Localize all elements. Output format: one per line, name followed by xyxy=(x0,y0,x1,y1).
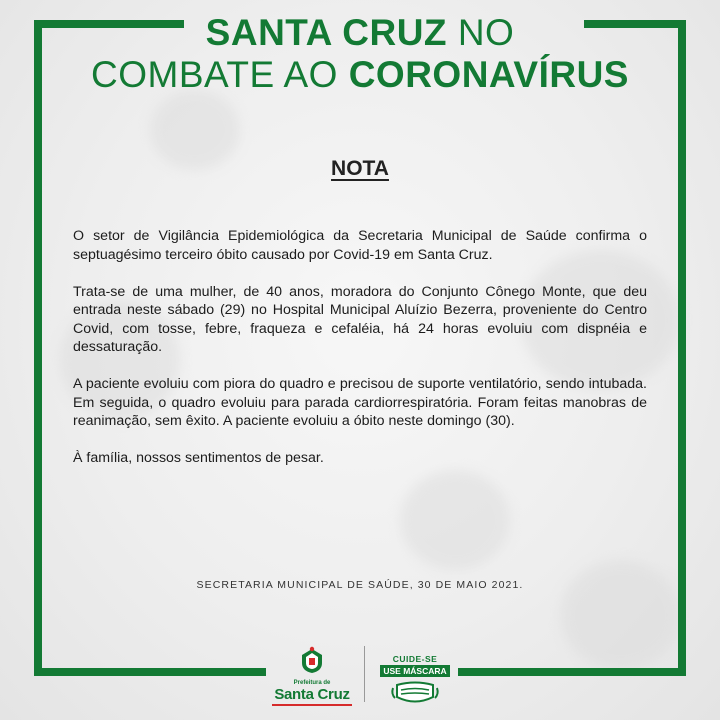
frame-bottom-left xyxy=(34,668,266,676)
logo-city-text: Santa Cruz xyxy=(274,686,350,703)
note-title: NOTA xyxy=(331,157,389,180)
note-body xyxy=(73,227,647,486)
campaign-header xyxy=(0,12,720,96)
note-paragraph: O setor de Vigilância Epidemiológica da Secretaria Municipal de Saúde confirma o septuagésimo terceiro óbito causado por Covid-19 em Santa Cruz. xyxy=(73,228,647,263)
note-paragraph: A paciente evoluiu com piora do quadro e precisou de suporte ventilatório, sendo intubada. Em seguida, o quadro evoluiu para parada cardiorrespiratória. Foram feitas manobras de reanimação, sem êxito. A paciente evoluiu a óbito neste domingo (30). xyxy=(73,376,647,429)
header-no: NO xyxy=(457,12,515,53)
campaign-line-1: CUIDE-SE xyxy=(392,654,438,664)
frame-bottom-right xyxy=(458,668,686,676)
header-combate-ao: COMBATE AO xyxy=(91,54,338,95)
campaign-line-2: USE MÁSCARA xyxy=(380,665,450,677)
city-crest-icon xyxy=(297,645,327,675)
prefeitura-logo xyxy=(270,645,354,705)
note-paragraph: Trata-se de uma mulher, de 40 anos, moradora do Conjunto Cônego Monte, que deu entrada neste sábado (29) no Hospital Municipal Aluízio Bezerra, proveniente do Centro Covid, com tosse, febre, fraqueza e cefaléia, há 24 horas evoluiu com dispnéia e dessaturação. xyxy=(73,283,647,355)
frame-right xyxy=(678,20,686,676)
header-line-2 xyxy=(0,54,720,96)
face-mask-icon xyxy=(389,680,441,706)
frame-left xyxy=(34,20,42,676)
header-santa-cruz: SANTA CRUZ xyxy=(205,12,448,53)
logo-prefix-text: Prefeitura de xyxy=(293,680,331,686)
mask-campaign-logo xyxy=(380,654,450,711)
logo-underline xyxy=(272,704,352,706)
note-paragraph: À família, nossos sentimentos de pesar. xyxy=(73,450,324,466)
header-line-1 xyxy=(0,12,720,54)
note-signature: SECRETARIA MUNICIPAL DE SAÚDE, 30 DE MAIO 2021. xyxy=(196,579,524,591)
background-decoration xyxy=(560,560,680,670)
footer-divider xyxy=(364,646,365,702)
header-coronavirus: CORONAVÍRUS xyxy=(348,54,629,95)
